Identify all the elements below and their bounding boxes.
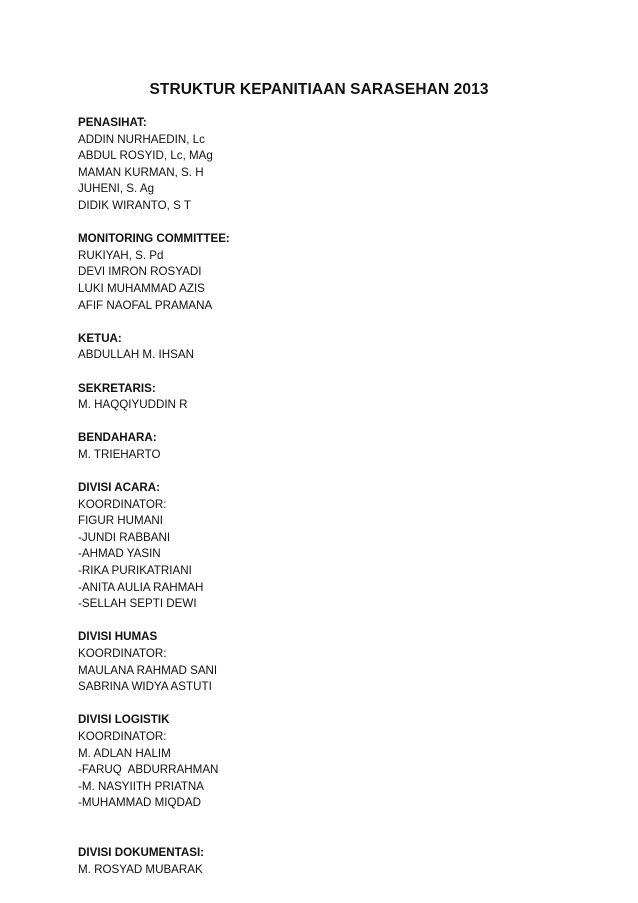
section-heading: PENASIHAT: bbox=[78, 116, 147, 129]
member-line: -SELLAH SEPTI DEWI bbox=[78, 597, 197, 611]
member-line: KOORDINATOR: bbox=[78, 647, 167, 660]
member-line: RUKIYAH, S. Pd bbox=[78, 248, 164, 262]
section-heading: BENDAHARA: bbox=[78, 431, 157, 445]
member-line: ABDULLAH M. IHSAN bbox=[78, 348, 194, 362]
section-heading: DIVISI HUMAS bbox=[78, 630, 158, 644]
section-heading: MONITORING COMMITTEE: bbox=[78, 232, 230, 246]
member-line: -M. NASYIITH PRIATNA bbox=[78, 779, 205, 793]
member-line: -AHMAD YASIN bbox=[78, 547, 161, 561]
member-line: M. TRIEHARTO bbox=[78, 447, 161, 461]
document-title: STRUKTUR KEPANITIAAN SARASEHAN 2013 bbox=[149, 81, 489, 98]
committee-structure bbox=[78, 115, 578, 895]
section-heading: DIVISI ACARA: bbox=[78, 481, 161, 495]
section-heading: SEKRETARIS: bbox=[78, 381, 156, 395]
member-line: M. ADLAN HALIM bbox=[78, 746, 171, 760]
member-line: JUHENI, S. Ag bbox=[78, 182, 155, 196]
section-heading: DIVISI DOKUMENTASI: bbox=[78, 846, 205, 860]
section-divisi-humas bbox=[78, 629, 578, 695]
member-line: M. ROSYAD MUBARAK bbox=[78, 862, 203, 876]
member-line: M. HAQQIYUDDIN R bbox=[78, 398, 188, 412]
section-heading: DIVISI LOGISTIK bbox=[78, 713, 170, 727]
member-line: -MUHAMMAD MIQDAD bbox=[78, 796, 202, 810]
section-sekretaris bbox=[78, 381, 578, 414]
member-line: MAMAN KURMAN, S. H bbox=[78, 165, 204, 179]
section-heading: KETUA: bbox=[78, 331, 122, 345]
member-line: SABRINA WIDYA ASTUTI bbox=[78, 680, 212, 694]
member-line: KOORDINATOR: bbox=[78, 729, 167, 743]
section-divisi-logistik bbox=[78, 712, 578, 812]
member-line: FIGUR HUMANI bbox=[78, 514, 164, 528]
member-line: LUKI MUHAMMAD AZIS bbox=[78, 281, 205, 295]
member-line: DIDIK WIRANTO, S T bbox=[78, 198, 191, 212]
member-line: -ANITA AULIA RAHMAH bbox=[78, 580, 204, 594]
section-divisi-dokumentasi bbox=[78, 845, 578, 878]
member-line: KOORDINATOR: bbox=[78, 497, 167, 511]
member-line: -JUNDI RABBANI bbox=[78, 530, 171, 544]
member-line: MAULANA RAHMAD SANI bbox=[78, 663, 218, 677]
member-line: -RIKA PURIKATRIANI bbox=[78, 564, 192, 578]
section-penasihat bbox=[78, 115, 578, 215]
member-line: ADDIN NURHAEDIN, Lc bbox=[78, 132, 205, 146]
section-ketua bbox=[78, 331, 578, 364]
section-bendahara bbox=[78, 430, 578, 463]
member-line: AFIF NAOFAL PRAMANA bbox=[78, 298, 213, 312]
member-line: -FARUQ ABDURRAHMAN bbox=[78, 763, 219, 777]
member-line: ABDUL ROSYID, Lc, MAg bbox=[78, 149, 213, 163]
section-monitoring-committee bbox=[78, 231, 578, 314]
section-divisi-acara bbox=[78, 480, 578, 613]
member-line: DEVI IMRON ROSYADI bbox=[78, 265, 202, 279]
